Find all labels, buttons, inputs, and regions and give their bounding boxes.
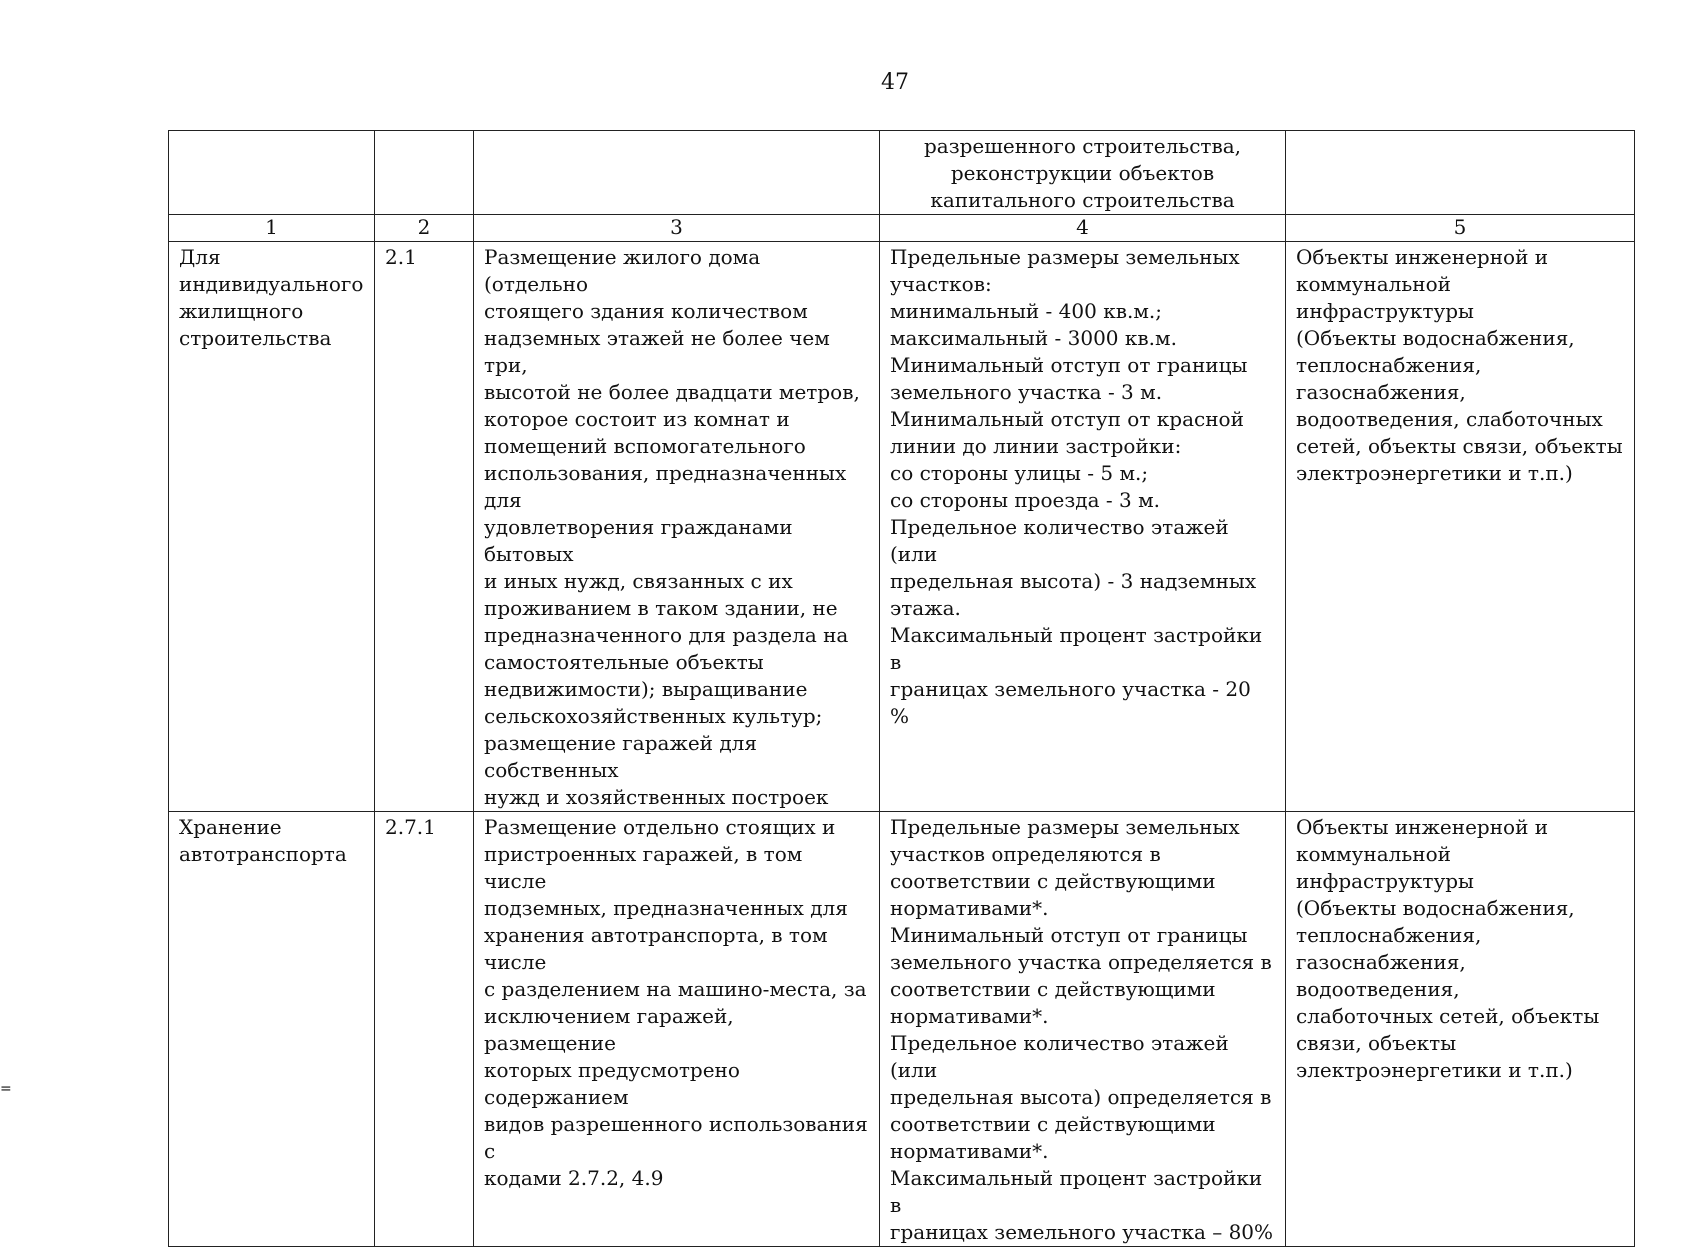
column-number-5: 5 xyxy=(1286,215,1635,242)
land-use-infrastructure: Объекты инженерной и коммунальной инфраструктуры (Объекты водоснабжения, теплоснабжения, газоснабжения, водоотведения, слаботочных сетей, объекты связи, объекты электроэнергетики и т.п.) xyxy=(1286,812,1635,1247)
land-use-parameters: Предельные размеры земельных участков: минимальный - 400 кв.м.; максимальный - 3000 кв.м. Минимальный отступ от границы земельного участка - 3 м. Минимальный отступ от красной линии до линии застройки: со стороны улицы - 5 м.; со стороны проезда - 3 м. Предельное количество этажей (или предельная высота) - 3 надземных этажа. Максимальный процент застройки в границах земельного участка - 20 % xyxy=(880,242,1286,812)
column-number-1: 1 xyxy=(169,215,375,242)
land-use-infrastructure: Объекты инженерной и коммунальной инфраструктуры (Объекты водоснабжения, теплоснабжения, газоснабжения, водоотведения, слаботочных сетей, объекты связи, объекты электроэнергетики и т.п.) xyxy=(1286,242,1635,812)
column-number-3: 3 xyxy=(474,215,880,242)
header-cell-col4: разрешенного строительства, реконструкции объектов капитального строительства xyxy=(880,131,1286,215)
column-number-4: 4 xyxy=(880,215,1286,242)
land-use-name: Для индивидуального жилищного строительства xyxy=(169,242,375,812)
header-cell-col3 xyxy=(474,131,880,215)
table-row xyxy=(169,242,1635,812)
land-use-parameters: Предельные размеры земельных участков определяются в соответствии с действующими нормативами*. Минимальный отступ от границы земельного участка определяется в соответствии с действующими нормативами*. Предельное количество этажей (или предельная высота) определяется в соответствии с действующими нормативами*. Максимальный процент застройки в границах земельного участка – 80% xyxy=(880,812,1286,1247)
table-row xyxy=(169,812,1635,1247)
land-use-code: 2.7.1 xyxy=(375,812,474,1247)
edge-mark: = xyxy=(0,1081,12,1097)
header-cell-col5 xyxy=(1286,131,1635,215)
header-continuation-row xyxy=(169,131,1635,215)
column-number-2: 2 xyxy=(375,215,474,242)
land-use-description: Размещение жилого дома (отдельно стоящего здания количеством надземных этажей не более чем три, высотой не более двадцати метров, которое состоит из комнат и помещений вспомогательного использования, предназначенных для удовлетворения гражданами бытовых и иных нужд, связанных с их проживанием в таком здании, не предназначенного для раздела на самостоятельные объекты недвижимости); выращивание сельскохозяйственных культур; размещение гаражей для собственных нужд и хозяйственных построек xyxy=(474,242,880,812)
land-use-description: Размещение отдельно стоящих и пристроенных гаражей, в том числе подземных, предназначенных для хранения автотранспорта, в том числе с разделением на машино-места, за исключением гаражей, размещение которых предусмотрено содержанием видов разрешенного использования с кодами 2.7.2, 4.9 xyxy=(474,812,880,1247)
land-use-name: Хранение автотранспорта xyxy=(169,812,375,1247)
land-use-table xyxy=(168,130,1635,1247)
land-use-code: 2.1 xyxy=(375,242,474,812)
header-cell-col1 xyxy=(169,131,375,215)
page-number: 47 xyxy=(881,70,909,95)
column-number-row xyxy=(169,215,1635,242)
header-cell-col2 xyxy=(375,131,474,215)
